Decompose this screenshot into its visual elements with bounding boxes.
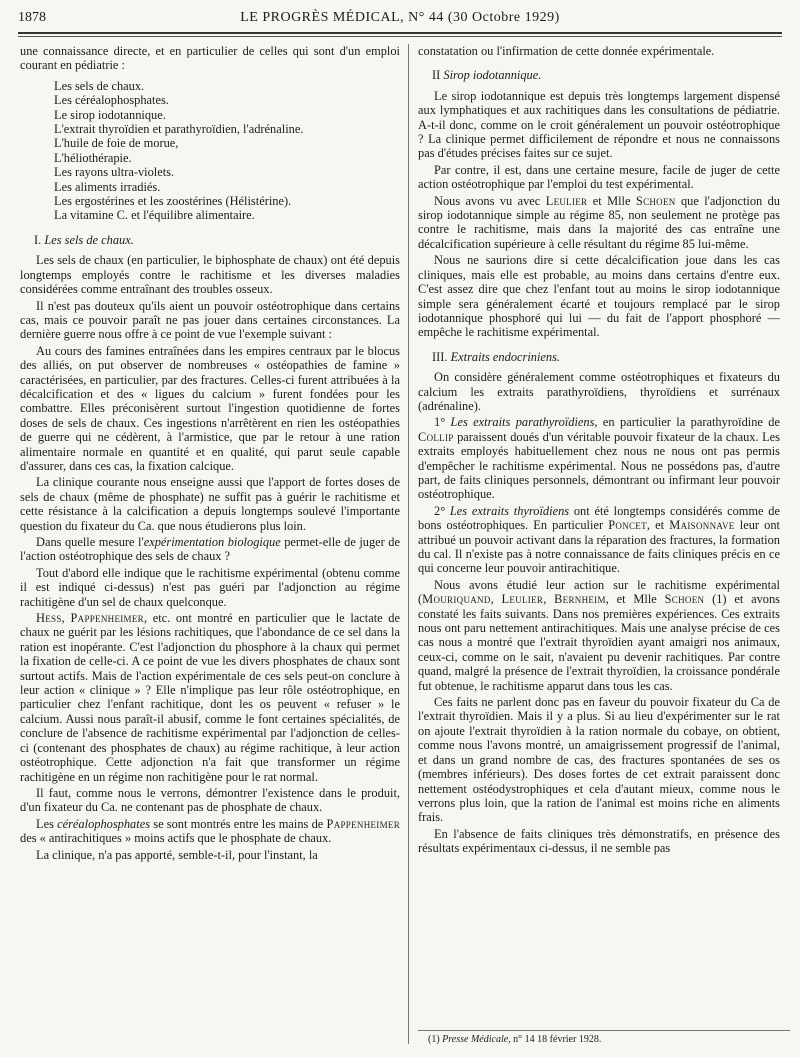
text-run: se sont montrés entre les mains de	[150, 816, 327, 831]
paragraph: Il faut, comme nous le verrons, démontrer l'existence dans le produit, d'un fixateur du Ca. ne contenant pas de phosphate de chaux.	[20, 785, 400, 815]
text-run: Les	[36, 816, 58, 831]
paragraph: Tout d'abord elle indique que le rachitisme expérimental (obtenu comme il est indiqué ci-dessus) n'est pas guéri par l'adjonction au régime rachitigène d'un sel de chaux quelconque.	[20, 565, 400, 609]
paragraph: une connaissance directe, et en particulier de celles qui sont d'un emploi courant en pédiatrie :	[20, 44, 400, 73]
list-item: La vitamine C. et l'équilibre alimentaire.	[54, 208, 255, 223]
paragraph: constatation ou l'infirmation de cette donnée expérimentale.	[418, 44, 715, 58]
text-run: leur ont attribué un pouvoir activant dans la réparation des fractures, la formation du cal. Il n'existe pas à notre connaissance de faits cliniques précis en ce qui concerne leur pouvoir antirachitique.	[418, 518, 780, 576]
author-name: Schoen	[664, 592, 705, 607]
paragraph: Ces faits ne parlent donc pas en faveur du pouvoir fixateur du Ca de l'extrait thyroïdien. Mais il y a plus. Si au lieu d'expérimenter sur le rat on ajoute l'extrait thyroïdien à la ration normale du cobaye, on obtient, comme nous l'avons montré, un amaigrissement progressif de l'animal, et dans un grand nombre de cas, des fractures spontanées de ses os (membres inférieurs). Des doses fortes de cet extrait paraissent donc nettement ostéodystrophiques et cela d'autant mieux, comme nous le verrons plus loin, que la ration de l'animal est moins riche en aliments frais.	[418, 695, 780, 825]
paragraph	[20, 535, 400, 564]
text-run: ,	[490, 592, 502, 607]
section-title: Les sels de chaux.	[44, 232, 134, 247]
italic-run: Les extraits parathyroïdiens	[450, 415, 595, 430]
paragraph	[20, 611, 400, 784]
list-item: Les sels de chaux.	[54, 78, 145, 93]
section-number: II	[432, 68, 441, 83]
text-run: 1°	[434, 415, 451, 430]
list-item: Les céréalophosphates.	[54, 93, 169, 108]
text-run: et Mlle	[587, 193, 636, 208]
header-rule-thin	[18, 36, 782, 37]
section-title: Sirop iodotannique.	[443, 68, 542, 83]
text-run: (1) et avons constaté les faits suivants. Dans nos premières expériences. Ces extraits nous ont paru nettement antirachitiques. Mais une analyse précise de ces cas nous a montré que l'extrait thyroïdien ayant amaigri nos animaux, ceux-ci, comme on le sait, n'avaient pu devenir rachitiques. Par contre quand, malgré la présence de l'extrait thyroïdien, la croissance pondérale fut obtenue, le rachitisme apparut dans tous les cas.	[418, 592, 780, 693]
text-run: que l'adjonction du sirop iodotannique simple au régime 85, non seulement ne protège pas contre le rachitisme, mais dans la majorité des cas entraîne une décalcification supérieure à celle résultant du régime 85 lui-même.	[418, 193, 780, 251]
list-item: Les aliments irradiés.	[54, 179, 161, 194]
list-item: Les ergostérines et les zoostérines (Hélistérine).	[54, 194, 292, 209]
text-run: des « antirachitiques » moins actifs que le phosphate de chaux.	[20, 831, 332, 846]
section-heading	[432, 68, 780, 82]
list-item: L'huile de foie de morue,	[54, 136, 179, 151]
text-run: , et	[646, 518, 670, 533]
author-name: Leulier	[501, 592, 544, 607]
paragraph	[20, 817, 400, 846]
text-run: Dans quelle mesure l'	[36, 535, 144, 549]
text-run: (1)	[428, 1034, 443, 1045]
paragraph: Au cours des famines entraînées dans les empires centraux par le blocus des alliés, on put observer de nombreuses « ostéopathies de famine » caractérisées, en particulier, par des fractures. Celles-ci furent attribuées à la décalcification et des « ligues du calcium » furent fondées pour les combattre. Elles préconisèrent surtout l'ingestion quotidienne de fortes doses de sels de chaux. Ces ingestions n'arrêtèrent en rien les ostéopathies de guerre qui ne cédèrent, à l'armistice, que par le retour à une ration alimentaire normale en quantité et en qualité, qui parut seule capable d'assurer, dans ces cas, la fixation calcique.	[20, 343, 400, 473]
paragraph: Nous ne saurions dire si cette décalcification joue dans les cas cliniques, mais elle est probable, au moins dans certains d'entre eux. C'est assez dire que chez l'enfant tout au moins le sirop iodotannique simple sera généralement écarté et toujours remplacé par le sirop iodotannique phosphoré qui lui — du fait de l'apport phosphoré — empêche le rachitisme expérimental.	[418, 253, 780, 340]
author-name: Leulier	[545, 193, 588, 208]
text-run: , en particulier la parathyroïdine de	[594, 415, 780, 430]
author-name: Maisonnave	[669, 518, 735, 533]
list-item: L'extrait thyroïdien et parathyroïdien, l'adrénaline.	[54, 122, 304, 137]
section-heading	[34, 233, 400, 247]
author-name: Pappenheimer	[70, 611, 144, 626]
treatment-list	[20, 79, 400, 223]
paragraph	[418, 194, 780, 252]
author-name: Schoen	[635, 193, 676, 208]
section-heading	[432, 350, 780, 364]
text-run: Nous avons étudié leur action sur le rachitisme expérimental (	[418, 577, 780, 607]
header-rule	[18, 32, 782, 34]
text-run: paraissent doués d'un véritable pouvoir fixateur de la chaux. Les extraits employés habituellement chez nous ne nous ont pas permis d'empêcher le rachitisme expérimental. Nous ne possédons pas, d'autre part, de faits cliniques personnels, démontrant ou infirmant leur pouvoir ostéotrophique.	[418, 429, 780, 502]
paragraph: La clinique courante nous enseigne aussi que l'apport de fortes doses de sels de chaux (même de phosphate) ne suffit pas à guérir le rachitisme et cette résistance à la calcification a depuis longtemps soulevé l'importante question du fixateur du Ca. que nous étudierons plus loin.	[20, 475, 400, 533]
list-item: Le sirop iodotannique.	[54, 107, 166, 122]
column-divider	[408, 44, 409, 1044]
paragraph	[418, 578, 780, 693]
page-number: 1878	[18, 10, 46, 25]
left-column	[20, 44, 400, 864]
italic-run: expérimentation biologique	[143, 535, 281, 549]
paragraph: Le sirop iodotannique est depuis très longtemps largement dispensé aux lymphatiques et aux rachitiques dans les consultations de pédiatrie. A-t-il donc, comme on le croit généralement un pouvoir ostéotrophique ? La clinique permet difficilement de répondre et nous ne connaissons pas d'études précises faites sur ce sujet.	[418, 88, 780, 161]
page-header	[18, 10, 782, 32]
running-title: LE PROGRÈS MÉDICAL, N° 44 (30 Octobre 1929)	[240, 10, 560, 25]
italic-run: Les extraits thyroïdiens	[449, 503, 570, 518]
text-run: , et Mlle	[605, 592, 665, 607]
paragraph: Les sels de chaux (en particulier, le biphosphate de chaux) ont été depuis longtemps employés contre le rachitisme et les diverses maladies considérées comme entraînant des troubles osseux.	[20, 253, 400, 297]
text-run: , etc. ont montré en particulier que le lactate de chaux ne guérit par les lésions rachitiques, que l'abondance de ce sel dans la ration est inopérante. C'est l'adjonction du phosphore à la chaux qui permet la fixation de celle-ci. A ce point de vue les divers phosphates de chaux sont surtout actifs. Mais de l'action expérimentale de ces sels peut-on conclure à leur action « clinique » ? Elle n'implique pas leur rôle ostéotrophique, en particulier chez l'enfant rachitique, dont les os peuvent « refuser » le calcium. Aussi nous paraît-il abusif, comme le font certaines spécialités, de conclure de l'absence de rachitisme expérimental par l'adjonction de celles-ci (contenant des phosphates de chaux) au régime rachitique, à leur action ostéotrophique. Cette adjonction n'a fait que transformer un régime rachitigène en un régime non rachitigène pour le rat normal.	[20, 611, 401, 784]
paragraph	[418, 504, 780, 576]
text-run: 2°	[434, 503, 450, 518]
author-name: Hess	[36, 611, 62, 626]
author-name: Collip	[418, 429, 454, 444]
paragraph: On considère généralement comme ostéotrophiques et fixateurs du calcium les extraits parathyroïdiens, thyroïdiens et surrénaux (adrénaline).	[418, 370, 780, 413]
text-run: , n° 14 18 février 1928.	[508, 1034, 602, 1045]
italic-run: Presse Médicale	[442, 1034, 509, 1045]
paragraph: En l'absence de faits cliniques très démonstratifs, en présence des résultats expérimentaux ci-dessus, il ne semble pas	[418, 826, 780, 856]
paragraph	[418, 415, 780, 501]
footnote	[418, 1030, 790, 1045]
list-item: Les rayons ultra-violets.	[54, 165, 175, 180]
paragraph: La clinique, n'a pas apporté, semble-t-il, pour l'instant, la	[36, 847, 318, 862]
paragraph: Par contre, il est, dans une certaine mesure, facile de juger de cette action ostéotrophique par l'emploi du test expérimental.	[418, 162, 780, 192]
list-item: L'héliothérapie.	[54, 150, 132, 165]
italic-run: céréalophosphates	[57, 816, 151, 831]
author-name: Poncet	[608, 518, 647, 533]
author-name: Pappenheimer	[326, 816, 400, 831]
text-run: Nous avons vu avec	[434, 193, 546, 208]
section-title: Extraits endocriniens.	[450, 349, 561, 364]
section-number: I.	[34, 232, 42, 247]
text-run: ont été longtemps considérés comme de bons ostéotrophiques. En particulier	[418, 503, 780, 533]
right-column	[418, 44, 780, 858]
text-run: ,	[543, 592, 555, 607]
text-run: ,	[61, 611, 71, 626]
author-name: Mouriquand	[422, 592, 491, 607]
section-number: III.	[432, 349, 448, 364]
author-name: Bernheim	[554, 592, 606, 607]
text-run: permet-elle de juger de l'action ostéotrophique des sels de chaux ?	[20, 535, 400, 564]
paragraph: Il n'est pas douteux qu'ils aient un pouvoir ostéotrophique dans certains cas, mais ce pouvoir paraît ne pas jouer dans certaines circonstances. La dernière guerre nous offre à ce point de vue l'exemple suivant :	[20, 298, 400, 342]
